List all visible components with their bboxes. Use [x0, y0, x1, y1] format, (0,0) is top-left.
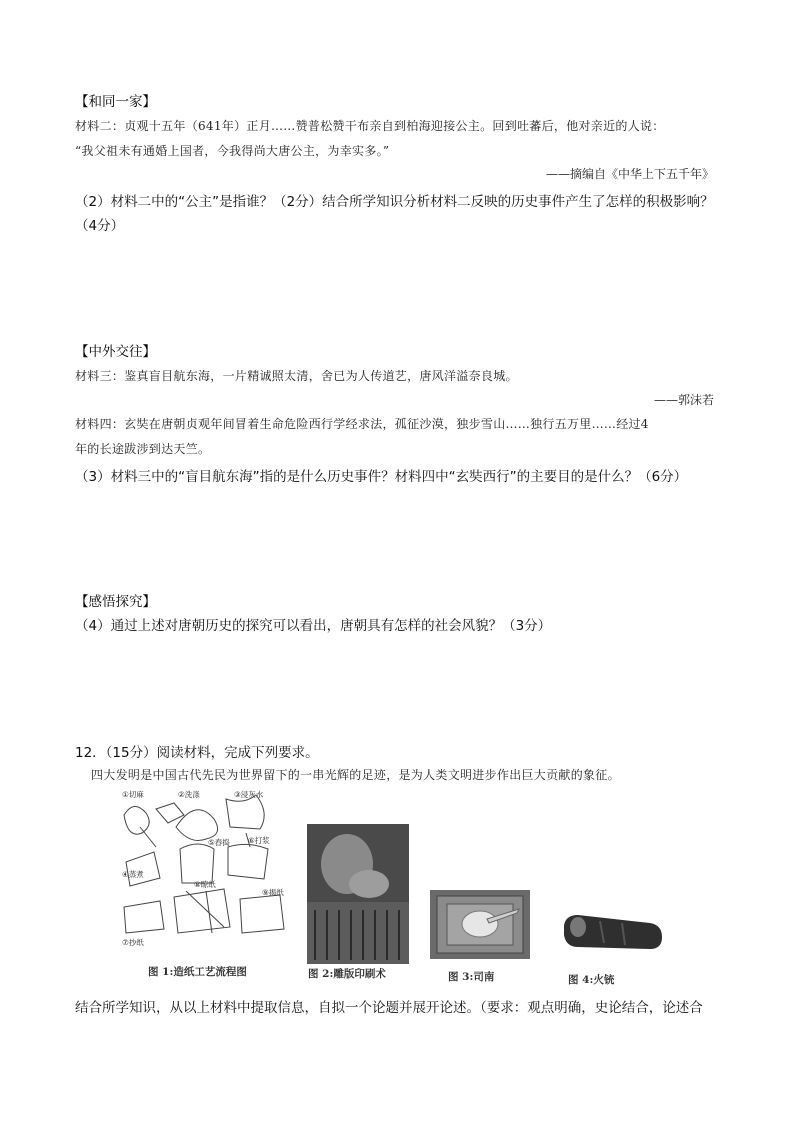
step-label: ⑧晾纸	[194, 880, 216, 889]
step-label: ⑨揭纸	[262, 888, 284, 897]
section-heading-ganwu: 【感悟探究】	[75, 594, 156, 610]
question-12-title: 12．（15分）阅读材料，完成下列要求。	[75, 745, 319, 761]
section-heading-hetong: 【和同一家】	[75, 94, 156, 110]
material-2-line-2: “我父祖未有通婚上国者，今我得尚大唐公主，为幸实多。”	[75, 144, 390, 158]
figure-4-caption: 图 4:火铳	[568, 974, 615, 986]
question-2-line-2: （4分）	[75, 218, 125, 234]
sinan-compass-photo	[427, 887, 533, 962]
question-12-intro: 四大发明是中国古代先民为世界留下的一串光辉的足迹，是为人类文明进步作出巨大贡献的象征。	[91, 768, 620, 782]
step-label: ④蒸煮	[122, 870, 144, 879]
fire-lance-photo	[560, 905, 668, 963]
figure-1-caption: 图 1:造纸工艺流程图	[148, 966, 247, 978]
question-4: （4）通过上述对唐朝历史的探究可以看出，唐朝具有怎样的社会风貌？（3分）	[75, 618, 552, 634]
material-4-line-1: 材料四：玄奘在唐朝贞观年间冒着生命危险西行学经求法，孤征沙漠，独步雪山……独行五万里……经过4	[75, 417, 649, 431]
figure-2-caption: 图 2:雕版印刷术	[308, 968, 386, 980]
step-label: ⑤舂捣	[208, 838, 230, 847]
step-label: ⑦抄纸	[122, 938, 144, 947]
question-2-line-1: （2）材料二中的“公主”是指谁？（2分）结合所学知识分析材料二反映的历史事件产生了怎样的积极影响？	[75, 194, 714, 210]
material-2-source: ——摘编自《中华上下五千年》	[545, 167, 714, 181]
material-4-line-2: 年的长途跋涉到达天竺。	[75, 442, 211, 456]
step-label: ⑥打浆	[248, 836, 270, 845]
material-2-line-1: 材料二：贞观十五年（641年）正月……赞普松赞干布亲自到柏海迎接公主。回到吐蕃后，他对亲近的人说：	[75, 119, 665, 133]
figure-3-caption: 图 3:司南	[448, 971, 495, 983]
question-12-task: 结合所学知识，从以上材料中提取信息，自拟一个论题并展开论述。（要求：观点明确，史论结合，论述合	[75, 1000, 703, 1016]
material-3-source: ——郭沫若	[653, 393, 714, 407]
step-label: ③浸灰水	[234, 790, 264, 799]
papermaking-process-figure	[116, 787, 296, 962]
woodblock-printing-photo	[307, 824, 409, 964]
section-heading-zhongwai: 【中外交往】	[75, 344, 156, 360]
step-label: ②洗涤	[178, 790, 200, 799]
material-3: 材料三：鉴真盲目航东海，一片精诚照太清，舍已为人传道艺，唐风洋溢奈良城。	[75, 369, 518, 383]
question-3: （3）材料三中的“盲目航东海”指的是什么历史事件？材料四中“玄奘西行”的主要目的是什么？（6分）	[75, 469, 688, 485]
step-label: ①切麻	[122, 790, 144, 799]
